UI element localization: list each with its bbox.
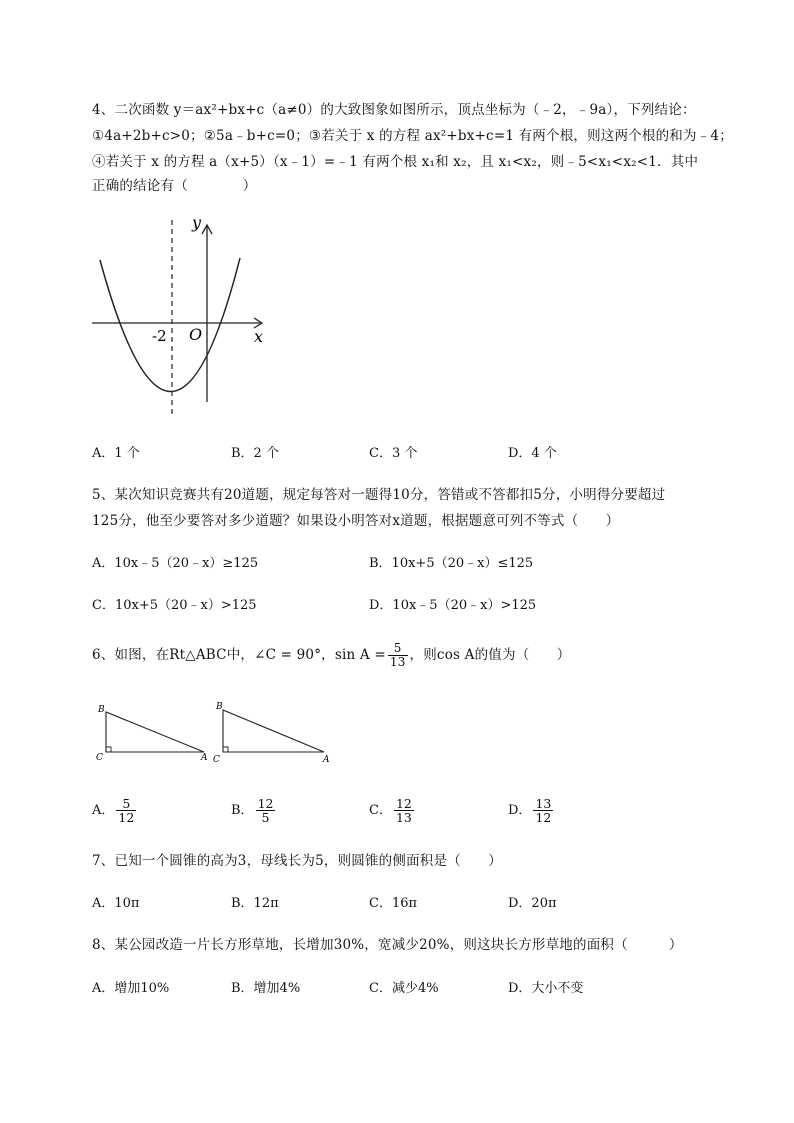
q6-option-a-denominator: 12 [118, 810, 135, 825]
q7-stem: 7、已知一个圆锥的高为3，母线长为5，则圆锥的侧面积是（ ） [92, 853, 502, 869]
triangle-2-label-c: C [213, 755, 220, 765]
q6-option-d-numerator: 13 [535, 796, 552, 811]
parabola-curve [100, 258, 240, 392]
q7-option-c[interactable]: C．16π [369, 896, 418, 911]
q4-option-c[interactable]: C．3 个 [369, 446, 418, 461]
right-angle-mark-2 [223, 747, 228, 752]
q6-option-b-numerator: 12 [257, 796, 274, 811]
triangle-1-label-a: A [201, 753, 208, 763]
q6-option-d-label: D． [508, 803, 532, 818]
sin-fraction [388, 642, 408, 669]
q6-suffix: ，则cos A的值为（ ） [409, 647, 571, 663]
q6-option-d-fraction [533, 797, 553, 824]
q6-option-c[interactable] [369, 794, 416, 828]
q7-option-a[interactable]: A．10π [92, 896, 140, 911]
q6-option-b-fraction [256, 797, 276, 824]
q6-stem [92, 638, 571, 672]
vertex-x-label: -2 [152, 327, 167, 345]
q5-line-2: 125分，他至少要答对多少道题？如果设小明答对x道题，根据题意可列不等式（ ） [92, 513, 620, 529]
q7-option-d[interactable]: D．20π [508, 896, 557, 911]
q6-option-b[interactable] [231, 794, 277, 828]
q6-option-a[interactable] [92, 794, 138, 828]
q8-stem: 8、某公园改造一片长方形草地，长增加30%，宽减少20%，则这块长方形草地的面积（ ） [92, 937, 683, 953]
q5-line-1: 5、某次知识竞赛共有20道题，规定每答对一题得10分，答错或不答都扣5分，小明得分要超过 [92, 487, 666, 503]
q8-option-b[interactable]: B．增加4% [231, 981, 301, 996]
q4-option-d[interactable]: D．4 个 [508, 446, 557, 461]
q6-option-c-denominator: 13 [395, 810, 412, 825]
q6-option-d-denominator: 12 [535, 810, 552, 825]
q8-option-d[interactable]: D．大小不变 [508, 981, 584, 996]
right-angle-mark-1 [106, 747, 111, 752]
q6-prefix: 6、如图，在Rt△ABC中，∠C = 90°，sin A = [92, 647, 386, 663]
q4-line-3: ④若关于 x 的方程 a（x+5）（x﹣1）=﹣1 有两个根 x₁和 x₂，且 x₁<x₂，则﹣5<x₁<x₂<1．其中 [92, 154, 699, 170]
q5-option-c[interactable]: C．10x+5（20﹣x）>125 [92, 598, 257, 613]
parabola-graph [88, 212, 273, 417]
q7-option-b[interactable]: B．12π [231, 896, 279, 911]
q6-option-b-label: B． [231, 803, 254, 818]
q4-option-b[interactable]: B．2 个 [231, 446, 279, 461]
q8-option-c[interactable]: C．减少4% [369, 981, 439, 996]
q6-option-a-label: A． [92, 803, 115, 818]
q5-option-b[interactable]: B．10x+5（20﹣x）≤125 [369, 556, 534, 571]
triangle-2-shape [223, 710, 324, 752]
q6-option-b-denominator: 5 [256, 810, 276, 824]
origin-label: O [189, 325, 203, 344]
q6-option-a-fraction [116, 797, 136, 824]
sin-denominator: 13 [389, 655, 406, 669]
q6-option-d[interactable] [508, 794, 555, 828]
q5-option-d[interactable]: D．10x﹣5（20﹣x）>125 [369, 598, 537, 613]
q4-line-1: 4、二次函数 y＝ax²+bx+c（a≠0）的大致图象如图所示，顶点坐标为（﹣2，﹣9a），下列结论： [92, 102, 696, 118]
q6-option-c-numerator: 12 [395, 796, 412, 811]
triangle-figure-2 [210, 700, 335, 770]
q6-option-a-numerator: 5 [122, 796, 131, 811]
q6-option-c-label: C． [369, 803, 392, 818]
triangle-2-label-b: B [216, 702, 223, 712]
triangle-2-label-a: A [323, 755, 330, 765]
triangle-1-shape [106, 712, 204, 752]
q4-line-2: ①4a+2b+c>0；②5a﹣b+c=0；③若关于 x 的方程 ax²+bx+c=1 有两个根，则这两个根的和为﹣4； [92, 128, 733, 144]
q4-option-a[interactable]: A．1 个 [92, 446, 140, 461]
triangle-1-label-c: C [96, 753, 103, 763]
q8-option-a[interactable]: A．增加10% [92, 981, 170, 996]
q5-option-a[interactable]: A．10x﹣5（20﹣x）≥125 [92, 556, 259, 571]
q4-line-4: 正确的结论有（ ） [92, 178, 257, 194]
sin-numerator: 5 [393, 641, 402, 655]
triangle-figure-1 [94, 700, 214, 770]
triangle-1-label-b: B [98, 705, 105, 715]
q6-option-c-fraction [394, 797, 414, 824]
y-axis-label: y [192, 213, 202, 232]
x-axis-label: x [254, 327, 264, 346]
